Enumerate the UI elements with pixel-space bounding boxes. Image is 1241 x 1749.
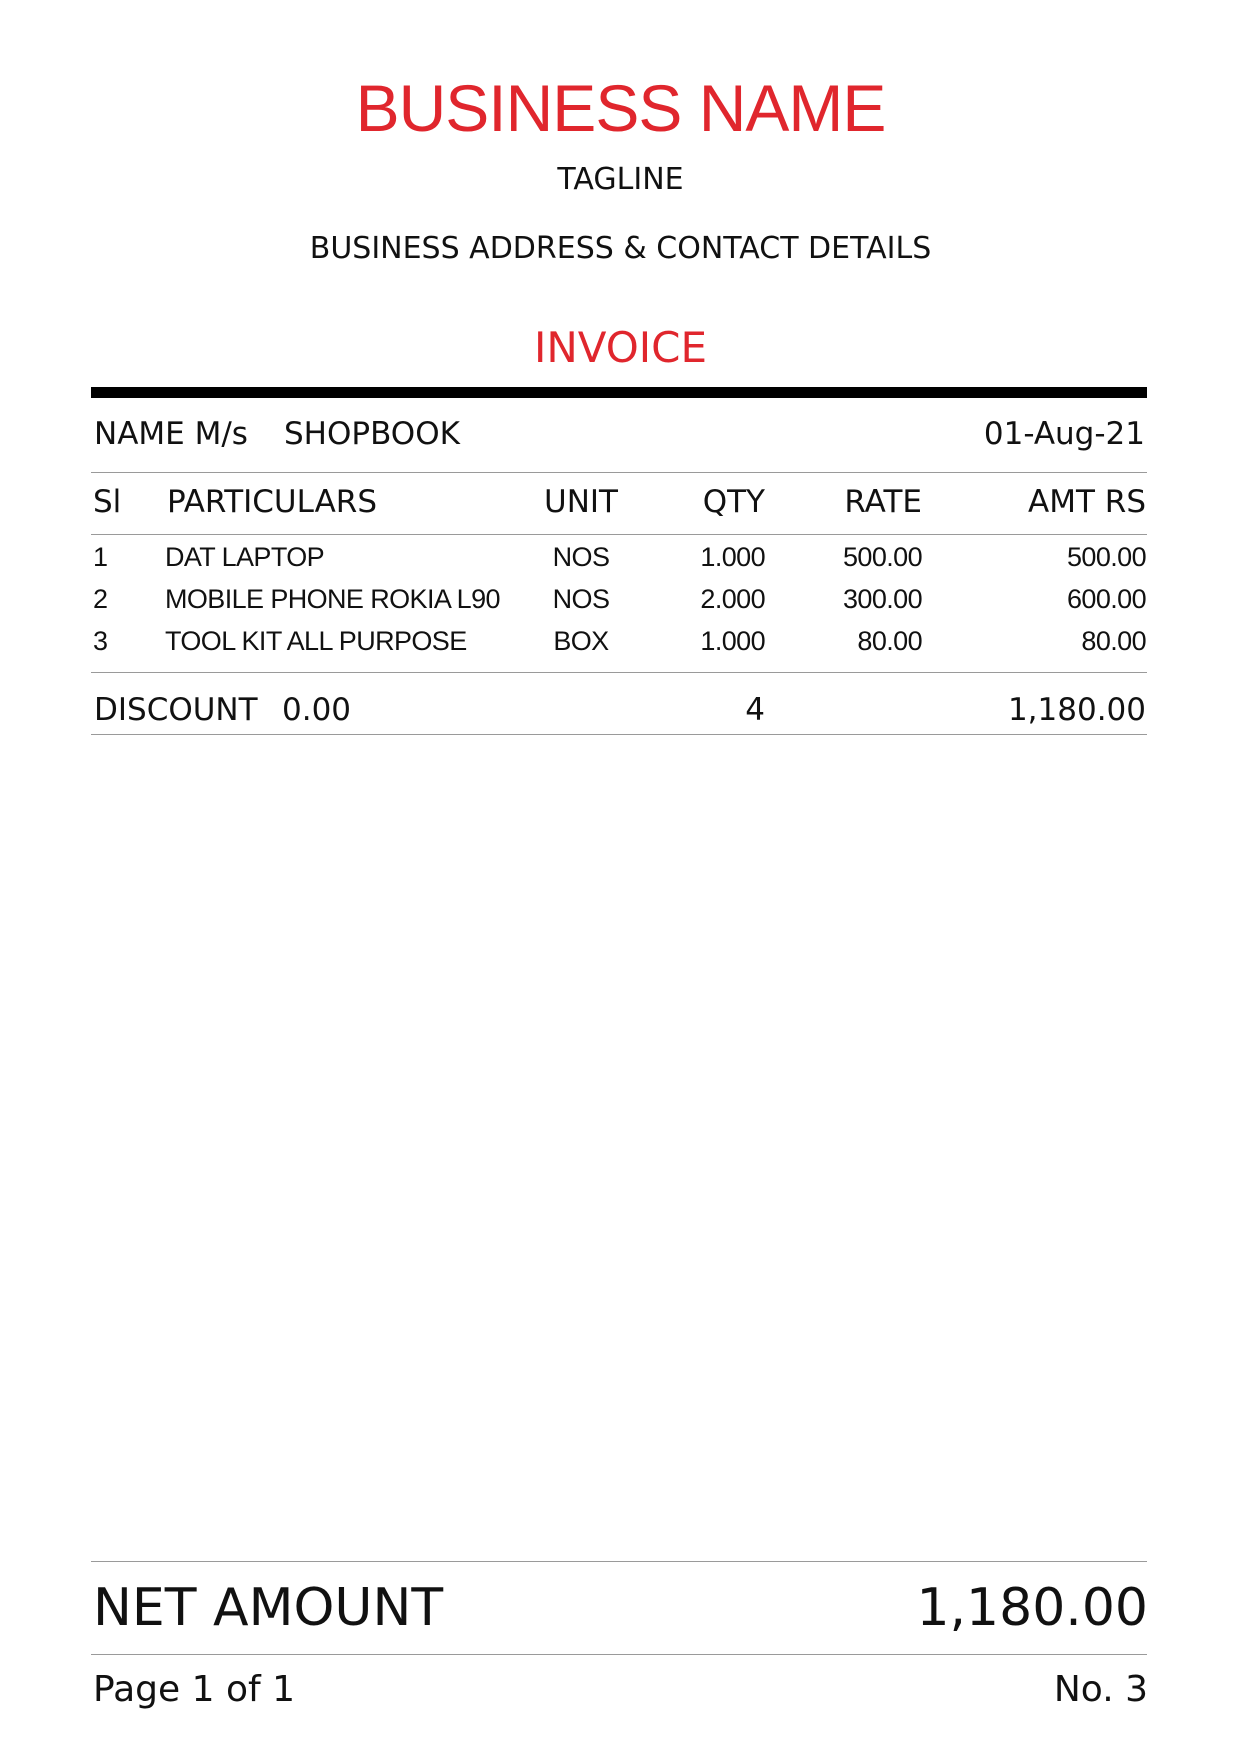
customer-name: SHOPBOOK — [284, 416, 460, 452]
column-header-amount: AMT RS — [1028, 484, 1146, 520]
header-row-divider — [91, 534, 1147, 535]
business-name: BUSINESS NAME — [355, 71, 886, 145]
item-amount: 500.00 — [1067, 542, 1146, 572]
item-qty: 1.000 — [700, 542, 765, 572]
item-unit: NOS — [552, 584, 610, 614]
item-sl: 3 — [93, 626, 108, 656]
column-header-unit: UNIT — [544, 484, 618, 520]
discount-value: 0.00 — [282, 692, 352, 728]
net-amount-label: NET AMOUNT — [93, 1578, 444, 1638]
item-sl: 1 — [93, 542, 108, 572]
customer-divider — [91, 472, 1147, 473]
item-amount: 80.00 — [1081, 626, 1146, 656]
items-divider — [91, 672, 1147, 673]
customer-label: NAME M/s — [94, 416, 248, 452]
item-sl: 2 — [93, 584, 108, 614]
table-row — [0, 621, 1241, 663]
column-header-sl: Sl — [93, 484, 122, 520]
item-particulars: TOOL KIT ALL PURPOSE — [165, 626, 467, 656]
item-particulars: DAT LAPTOP — [165, 542, 325, 572]
item-amount: 600.00 — [1067, 584, 1146, 614]
table-row — [0, 579, 1241, 621]
page-indicator: Page 1 of 1 — [93, 1669, 295, 1710]
invoice-title: INVOICE — [533, 323, 708, 372]
item-rate: 80.00 — [857, 626, 922, 656]
column-header-rate: RATE — [844, 484, 922, 520]
item-rate: 300.00 — [843, 584, 922, 614]
item-unit: BOX — [553, 626, 609, 656]
net-amount-top-divider — [91, 1561, 1147, 1562]
total-amount: 1,180.00 — [1007, 692, 1146, 728]
total-qty: 4 — [745, 692, 765, 728]
item-rate: 500.00 — [843, 542, 922, 572]
invoice-number: No. 3 — [1053, 1669, 1148, 1710]
header-divider — [91, 387, 1147, 398]
item-unit: NOS — [552, 542, 610, 572]
invoice-date: 01-Aug-21 — [983, 416, 1145, 452]
item-qty: 1.000 — [700, 626, 765, 656]
item-qty: 2.000 — [700, 584, 765, 614]
column-header-qty: QTY — [702, 484, 765, 520]
items-table — [0, 537, 1241, 663]
column-header-particulars: PARTICULARS — [167, 484, 378, 520]
business-address: BUSINESS ADDRESS & CONTACT DETAILS — [309, 231, 932, 266]
totals-divider — [91, 734, 1147, 735]
net-amount-value: 1,180.00 — [916, 1578, 1148, 1638]
item-particulars: MOBILE PHONE ROKIA L90 — [165, 584, 500, 614]
net-amount-bottom-divider — [91, 1654, 1147, 1655]
business-tagline: TAGLINE — [557, 162, 684, 197]
discount-label: DISCOUNT — [94, 692, 258, 728]
table-row — [0, 537, 1241, 579]
